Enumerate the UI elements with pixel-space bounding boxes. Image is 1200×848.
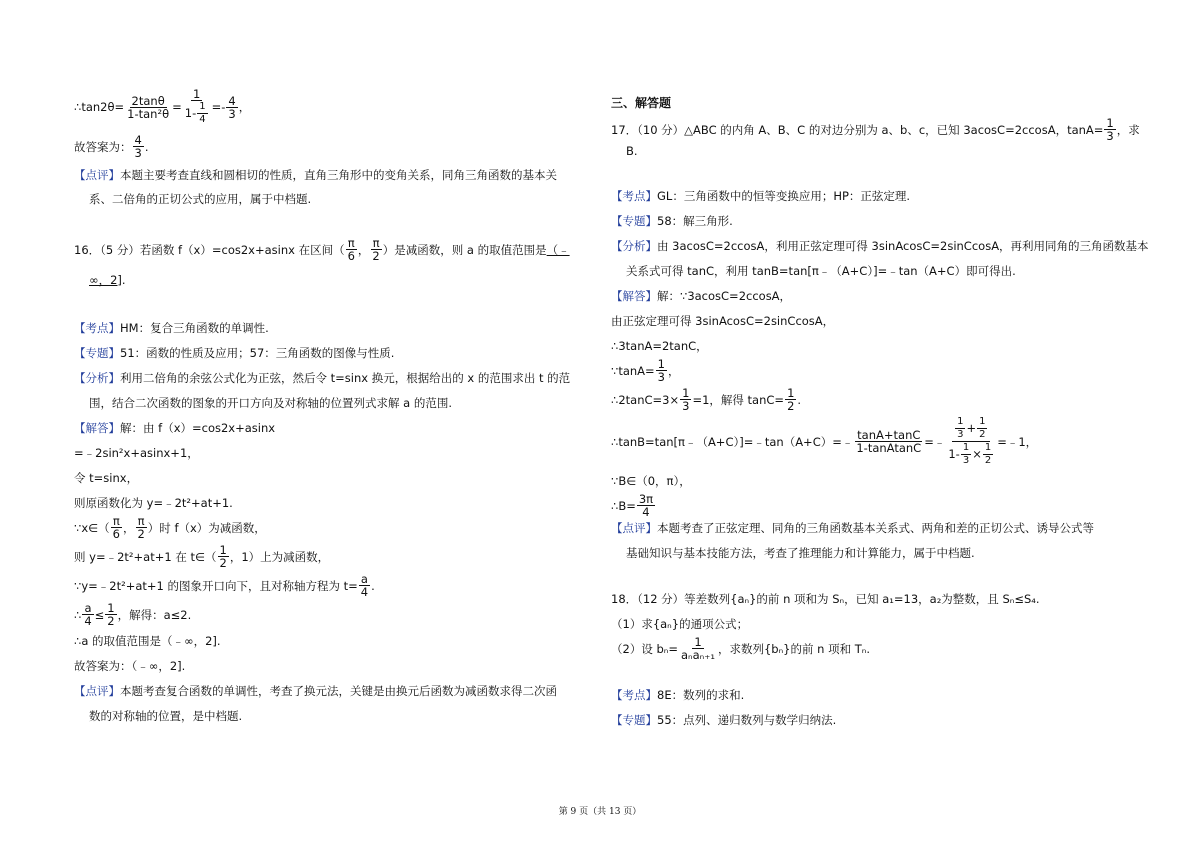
- numerator: 1: [694, 635, 702, 649]
- text: ∴tan2θ=: [74, 100, 125, 114]
- section-title: 三、解答题: [611, 96, 672, 110]
- text: 令 t=sinx，: [74, 471, 139, 485]
- question-16: [74, 237, 594, 262]
- fraction: [680, 387, 691, 412]
- numerator: 4: [228, 93, 236, 108]
- numerator: 1: [107, 601, 115, 615]
- zhuanti-16: [74, 345, 594, 361]
- text: =-: [211, 100, 226, 114]
- text: ，: [122, 520, 135, 535]
- text: GL：三角函数中的恒等变换应用；HP：正弦定理.: [657, 189, 911, 203]
- review-17-cont: [611, 545, 1131, 561]
- kaodian-tag: 【考点】: [611, 189, 657, 203]
- jieda-tag: 【解答】: [74, 421, 120, 435]
- fraction: [637, 493, 655, 518]
- answer-blank: ∞，2]: [89, 273, 122, 287]
- denominator: [946, 442, 996, 467]
- text: 基础知识与基本技能方法，考查了推理能力和计算能力，属于中档题.: [626, 546, 975, 560]
- denominator: 4: [360, 585, 369, 599]
- answer-blank: （﹣: [546, 242, 570, 257]
- review-tag: 【点评】: [611, 521, 657, 535]
- numerator: 4: [134, 133, 142, 147]
- text: ，: [357, 242, 370, 257]
- denominator: 2: [372, 249, 380, 263]
- review-15: [74, 167, 594, 183]
- fraction: [226, 95, 237, 120]
- left-column: [74, 88, 594, 724]
- text: ，1）上为减函数，: [229, 549, 330, 564]
- text: ，: [238, 100, 251, 114]
- text: 则原函数化为 y=﹣2t²+at+1.: [74, 496, 233, 510]
- text: 由 3acosC=2ccosA，利用正弦定理可得 3sinAcosC=2sinCcosA，再利用同角的三角函数基本: [657, 239, 1149, 253]
- solution-line: [611, 473, 1131, 489]
- page-footer: 第 9 页（共 13 页）: [558, 807, 642, 817]
- text: （2）设 bₙ=: [611, 641, 678, 656]
- question-18-part2: [611, 636, 1131, 661]
- text: ，求数列{bₙ}的前 n 项和 Tₙ.: [717, 641, 870, 656]
- fraction: [955, 416, 965, 441]
- question-16-cont: [74, 272, 594, 288]
- text: ∴B=: [611, 498, 636, 513]
- text: 16．（5 分）若函数 f（x）=cos2x+asinx 在区间（: [74, 242, 345, 257]
- solution-line: [611, 416, 1131, 467]
- numerator: 3π: [638, 492, 654, 506]
- fenxi-tag: 【分析】: [74, 371, 120, 385]
- review-17: [611, 520, 1131, 536]
- fraction: [983, 442, 993, 467]
- fraction: [679, 636, 717, 661]
- numerator: 1: [199, 101, 206, 112]
- fenxi-17-cont: [611, 263, 1131, 279]
- fraction: [359, 573, 370, 598]
- solution-line: [611, 493, 1131, 518]
- tan2theta-line: [74, 88, 594, 126]
- denominator: 3: [682, 399, 690, 413]
- fraction: [197, 101, 207, 126]
- denominator: 2: [979, 429, 986, 440]
- numerator: 1: [787, 386, 795, 400]
- question-17: [611, 116, 1140, 143]
- text: HM：复合三角函数的单调性.: [120, 321, 269, 335]
- solution-line: [611, 313, 1131, 329]
- solution-line: [74, 602, 594, 627]
- numerator: a: [84, 601, 92, 615]
- numerator: 2tanθ: [131, 93, 165, 108]
- solution-line: [74, 544, 594, 569]
- text: ∴a 的取值范围是（﹣∞，2].: [74, 634, 221, 648]
- solution-line: [74, 515, 594, 540]
- numerator: 1: [984, 442, 992, 453]
- question-18: [611, 591, 1131, 607]
- text: 围，结合二次函数的图象的开口方向及对称轴的位置列式求解 a 的范围.: [89, 396, 453, 410]
- text: ）时 f（x）为减函数，: [147, 520, 266, 535]
- text: .: [371, 578, 375, 593]
- question-17-cont: [611, 144, 1131, 158]
- answer-15: [74, 134, 594, 159]
- denominator: 3: [134, 146, 142, 160]
- kaodian-16: [74, 320, 594, 336]
- text: ∴3tanA=2tanC，: [611, 339, 708, 353]
- fraction: [135, 515, 146, 540]
- kaodian-17: [611, 188, 1131, 204]
- jieda-17: [611, 288, 1131, 304]
- zhuanti-17: [611, 213, 1131, 229]
- denominator: 4: [199, 114, 206, 125]
- text: 故答案为：（﹣∞，2].: [74, 659, 186, 673]
- fraction: [656, 358, 667, 383]
- text: .: [144, 139, 149, 154]
- fenxi-16: [74, 370, 594, 386]
- denominator: 1-tanAtanC: [856, 441, 922, 455]
- denominator: 3: [957, 429, 964, 440]
- text: 本题考查了正弦定理、同角的三角函数基本关系式、两角和差的正切公式、诱导公式等: [657, 521, 1094, 535]
- numerator: a: [360, 572, 368, 586]
- text: .: [121, 273, 126, 287]
- solution-line: [74, 495, 594, 511]
- solution-line: [611, 387, 1131, 412]
- numerator: tanA+tanC: [857, 428, 921, 442]
- text: 18．（12 分）等差数列{aₙ}的前 n 项和为 Sₙ，已知 a₁=13，a₂为整数，且 Sₙ≤S₄.: [611, 592, 1040, 606]
- review-tag: 【点评】: [74, 168, 120, 182]
- kaodian-tag: 【考点】: [74, 321, 120, 335]
- text: 由正弦定理可得 3sinAcosC=2sinCcosA，: [611, 314, 835, 328]
- fraction: [82, 602, 93, 627]
- text: （1）求{aₙ}的通项公式；: [611, 617, 749, 631]
- fraction: [133, 134, 144, 159]
- text: 51：函数的性质及应用；57：三角函数的图像与性质.: [120, 346, 395, 360]
- fraction: [125, 95, 171, 120]
- fraction: [961, 442, 971, 467]
- denominator: 2: [219, 556, 227, 570]
- text: ∴2tanC=3×: [611, 392, 680, 407]
- text: 关系式可得 tanC，利用 tanB=tan[π﹣（A+C）]=﹣tan（A+C）即可得出.: [626, 264, 1016, 278]
- text: ∵tanA=: [611, 363, 655, 378]
- fraction: [1104, 117, 1115, 142]
- fraction: [785, 387, 796, 412]
- denominator: 3: [228, 106, 236, 121]
- fraction: [105, 602, 116, 627]
- solution-line: [74, 470, 594, 486]
- text: 1-: [184, 106, 197, 120]
- solution-line: [74, 573, 594, 598]
- kaodian-tag: 【考点】: [611, 688, 657, 702]
- solution-line: [611, 358, 1131, 383]
- fraction: [977, 416, 987, 441]
- text: ，解得：a≤2.: [117, 607, 192, 622]
- review-15-cont: [74, 191, 594, 207]
- numerator: 1: [957, 416, 964, 427]
- text: .: [797, 392, 802, 407]
- text: ，: [668, 363, 680, 378]
- text: ，求: [1116, 122, 1140, 137]
- text: ≤: [94, 607, 105, 622]
- numerator: 1: [1106, 116, 1114, 130]
- jieda-tag: 【解答】: [611, 289, 657, 303]
- text: +: [966, 421, 977, 435]
- text: =﹣: [924, 434, 946, 449]
- denominator: 4: [642, 505, 650, 519]
- numerator: 1: [657, 357, 665, 371]
- numerator: 1: [979, 416, 986, 427]
- text: ∵x∈（: [74, 520, 110, 535]
- denominator: 2: [984, 455, 992, 466]
- fraction: [218, 544, 229, 569]
- denominator: [183, 101, 211, 126]
- text: 本题主要考查直线和圆相切的性质，直角三角形中的变角关系，同角三角函数的基本关: [120, 168, 557, 182]
- text: =﹣2sin²x+asinx+1，: [74, 446, 199, 460]
- text: ∵y=﹣2t²+at+1 的图象开口向下，且对称轴方程为 t=: [74, 578, 358, 593]
- solution-line: [74, 658, 594, 674]
- fraction: [183, 88, 211, 126]
- jieda-16: [74, 420, 594, 436]
- kaodian-18: [611, 687, 1131, 703]
- text: ）是减函数，则 a 的取值范围是: [382, 242, 547, 257]
- denominator: 2: [787, 399, 795, 413]
- question-18-part1: [611, 616, 1131, 632]
- numerator: 1: [219, 543, 227, 557]
- numerator: π: [372, 236, 380, 250]
- numerator: π: [347, 236, 355, 250]
- numerator: [952, 416, 990, 442]
- right-column: [611, 88, 1149, 728]
- solution-line: [611, 338, 1131, 354]
- denominator: 2: [137, 527, 145, 541]
- solution-line: [74, 445, 594, 461]
- denominator: 3: [657, 370, 665, 384]
- fraction: [946, 416, 996, 467]
- denominator: 4: [84, 614, 92, 628]
- text: B.: [626, 144, 638, 158]
- fraction: [370, 237, 381, 262]
- text: 解：∵3acosC=2ccosA，: [657, 289, 792, 303]
- solution-line: [74, 633, 594, 649]
- denominator: aₙaₙ₊₁: [681, 648, 715, 662]
- numerator: 1: [962, 442, 970, 453]
- numerator: 1: [193, 87, 201, 101]
- text: 58：解三角形.: [657, 214, 733, 228]
- numerator: π: [137, 514, 145, 528]
- denominator: 6: [347, 249, 355, 263]
- text: 8E：数列的求和.: [657, 688, 745, 702]
- fraction: [854, 429, 923, 454]
- fenxi-17: [611, 238, 1149, 254]
- denominator: 1-tan²θ: [127, 106, 170, 121]
- text: 55：点列、递归数列与数学归纳法.: [657, 713, 837, 727]
- text: 则 y=﹣2t²+at+1 在 t∈（: [74, 549, 217, 564]
- text: 本题考查复合函数的单调性，考查了换元法，关键是由换元后函数为减函数求得二次函: [120, 684, 557, 698]
- denominator: 6: [112, 527, 120, 541]
- text: ∴: [74, 607, 82, 622]
- denominator: 3: [1106, 129, 1114, 143]
- text: 解：由 f（x）=cos2x+asinx: [120, 421, 276, 435]
- review-16-cont: [74, 708, 594, 724]
- text: ∴tanB=tan[π﹣（A+C）]=﹣tan（A+C）=﹣: [611, 434, 854, 449]
- text: =: [172, 100, 182, 114]
- denominator: 2: [107, 614, 115, 628]
- text: ∵B∈（0，π），: [611, 474, 691, 488]
- fenxi-16-cont: [74, 395, 594, 411]
- text: 数的对称轴的位置，是中档题.: [89, 709, 243, 723]
- zhuanti-tag: 【专题】: [74, 346, 120, 360]
- text: 1-: [948, 447, 960, 461]
- denominator: 3: [962, 455, 970, 466]
- fraction: [111, 515, 122, 540]
- review-tag: 【点评】: [74, 684, 120, 698]
- text: =1，解得 tanC=: [692, 392, 785, 407]
- text: 系、二倍角的正切公式的应用，属于中档题.: [89, 192, 312, 206]
- zhuanti-tag: 【专题】: [611, 214, 657, 228]
- review-16: [74, 683, 594, 699]
- zhuanti-18: [611, 712, 1131, 728]
- numerator: π: [112, 514, 120, 528]
- text: 故答案为：: [74, 139, 132, 154]
- zhuanti-tag: 【专题】: [611, 713, 657, 727]
- fenxi-tag: 【分析】: [611, 239, 657, 253]
- text: 17．（10 分）△ABC 的内角 A、B、C 的对边分别为 a、b、c，已知 3acosC=2ccosA，tanA=: [611, 122, 1104, 137]
- text: 利用二倍角的余弦公式化为正弦，然后令 t=sinx 换元，根据给出的 x 的范围求出 t 的范: [120, 371, 571, 385]
- text: =﹣1，: [997, 434, 1038, 449]
- fraction: [346, 237, 357, 262]
- text: ×: [972, 447, 982, 461]
- numerator: 1: [682, 386, 690, 400]
